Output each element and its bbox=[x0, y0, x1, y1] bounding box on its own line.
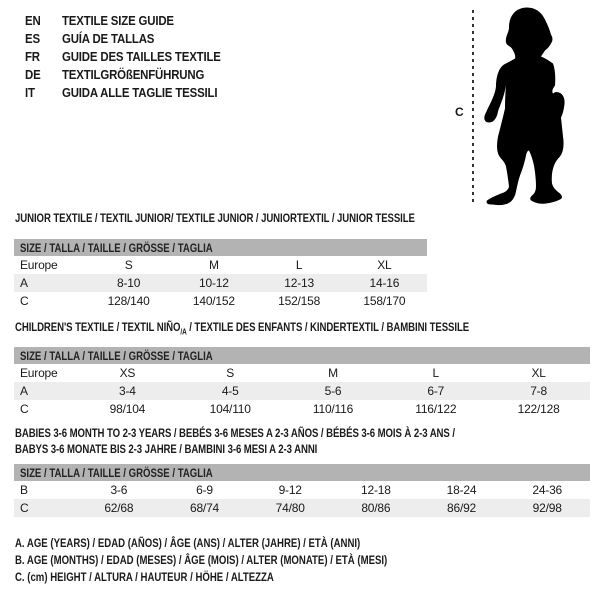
table-row bbox=[14, 382, 590, 400]
table-row bbox=[14, 400, 590, 418]
table-row bbox=[14, 274, 427, 292]
legend-line-b: B. AGE (MONTHS) / EDAD (MESES) / ÂGE (MOIS) / ALTER (MONATE) / ETÀ (MESI) bbox=[15, 553, 388, 567]
height-measure-label: C bbox=[455, 105, 464, 119]
row-label: Europe bbox=[20, 366, 58, 380]
age-cell: 6-7 bbox=[427, 384, 445, 398]
table-row bbox=[14, 256, 427, 274]
height-cell: 68/74 bbox=[189, 501, 220, 515]
section-title-babies: BABIES 3-6 MONTH TO 2-3 YEARS / BEBÉS 3-6 MESES A 2-3 AÑOS / BÉBÉS 3-6 MOIS À 2-3 ANS / BABYS 3-6 MONATE BIS 2-3 JAHRE / BAMBINI 3-6 MESI A 2-3 ANNI bbox=[15, 426, 455, 456]
language-row-de bbox=[25, 65, 242, 83]
language-row-it bbox=[25, 83, 242, 101]
age-cell: 5-6 bbox=[324, 384, 342, 398]
language-code: IT bbox=[25, 84, 35, 100]
row-label: C bbox=[20, 294, 29, 308]
size-header-row: SIZE / TALLA / TAILLE / GRÖSSE / TAGLIA bbox=[14, 347, 590, 364]
height-cell: 110/116 bbox=[312, 402, 354, 416]
language-code: FR bbox=[25, 48, 40, 64]
height-cell: 122/128 bbox=[517, 402, 560, 416]
size-cell: XS bbox=[119, 366, 136, 380]
language-label: GUIDE DES TAILLES TEXTILE bbox=[62, 48, 221, 64]
language-row-fr bbox=[25, 47, 242, 65]
language-row-es bbox=[25, 29, 242, 47]
babies-size-table bbox=[14, 464, 590, 517]
age-cell: 9-12 bbox=[278, 483, 302, 497]
height-cell: 62/68 bbox=[104, 501, 134, 515]
table-row bbox=[14, 364, 590, 382]
size-cell: S bbox=[124, 258, 133, 272]
size-cell: XL bbox=[531, 366, 546, 380]
legend-line-c: C. (cm) HEIGHT / ALTURA / HAUTEUR / HÖHE / ALTEZZA bbox=[15, 570, 274, 584]
age-cell: 12-13 bbox=[284, 276, 314, 290]
height-measure-dashed-line bbox=[472, 10, 474, 206]
children-size-table bbox=[14, 347, 590, 418]
height-cell: 86/92 bbox=[447, 501, 477, 515]
age-cell: 12-18 bbox=[361, 483, 391, 497]
table-row bbox=[14, 481, 590, 499]
table-row bbox=[14, 499, 590, 517]
height-cell: 104/110 bbox=[209, 402, 251, 416]
row-label: B bbox=[20, 483, 28, 497]
age-cell: 14-16 bbox=[369, 276, 400, 290]
row-label: C bbox=[20, 501, 29, 515]
size-header-row: SIZE / TALLA / TAILLE / GRÖSSE / TAGLIA bbox=[14, 464, 590, 481]
language-code: EN bbox=[25, 12, 41, 28]
size-cell: XL bbox=[377, 258, 392, 272]
age-cell: 3-4 bbox=[119, 384, 136, 398]
language-code: DE bbox=[25, 66, 41, 82]
age-cell: 8-10 bbox=[117, 276, 141, 290]
age-cell: 10-12 bbox=[199, 276, 229, 290]
measure-legend bbox=[15, 536, 480, 587]
height-cell: 98/104 bbox=[109, 402, 146, 416]
section-title-children: CHILDREN'S TEXTILE / TEXTIL $NIÑO_{/A}$ / TEXTILE DES ENFANTS / KINDERTEXTIL / BAMBINI TESSILE bbox=[15, 320, 470, 337]
height-cell: 152/158 bbox=[278, 294, 321, 308]
size-cell: M bbox=[208, 258, 219, 272]
language-label: GUIDA ALLE TAGLIE TESSILI bbox=[62, 84, 218, 100]
language-label: TEXTILE SIZE GUIDE bbox=[62, 12, 174, 28]
size-cell: S bbox=[226, 366, 235, 380]
age-cell: 4-5 bbox=[221, 384, 239, 398]
size-cell: L bbox=[432, 366, 440, 380]
language-code: ES bbox=[25, 30, 40, 46]
height-cell: 80/86 bbox=[361, 501, 391, 515]
row-label: C bbox=[20, 402, 29, 416]
junior-size-table bbox=[14, 239, 427, 310]
height-cell: 116/122 bbox=[415, 402, 457, 416]
size-cell: M bbox=[328, 366, 338, 380]
size-cell: L bbox=[295, 258, 303, 272]
height-cell: 140/152 bbox=[192, 294, 235, 308]
age-cell: 24-36 bbox=[532, 483, 563, 497]
age-cell: 3-6 bbox=[110, 483, 128, 497]
legend-line-a: A. AGE (YEARS) / EDAD (AÑOS) / ÂGE (ANS) / ALTER (JAHRE) / ETÀ (ANNI) bbox=[15, 536, 361, 550]
age-cell: 18-24 bbox=[446, 483, 477, 497]
baby-silhouette-icon bbox=[483, 5, 575, 206]
table-row bbox=[14, 292, 427, 310]
row-label: A bbox=[20, 276, 28, 290]
height-cell: 128/140 bbox=[107, 294, 150, 308]
height-cell: 158/170 bbox=[363, 294, 406, 308]
section-title-junior: JUNIOR TEXTILE / TEXTIL JUNIOR/ TEXTILE JUNIOR / JUNIORTEXTIL / JUNIOR TESSILE bbox=[15, 211, 415, 225]
language-label: GUÍA DE TALLAS bbox=[62, 30, 155, 46]
height-cell: 74/80 bbox=[275, 501, 305, 515]
row-label: Europe bbox=[20, 258, 58, 272]
age-cell: 7-8 bbox=[530, 384, 547, 398]
height-cell: 92/98 bbox=[532, 501, 562, 515]
language-list bbox=[25, 11, 242, 101]
size-header-row: SIZE / TALLA / TAILLE / GRÖSSE / TAGLIA bbox=[14, 239, 427, 256]
row-label: A bbox=[20, 384, 28, 398]
age-cell: 6-9 bbox=[196, 483, 213, 497]
language-label: TEXTILGRÖßENFÜHRUNG bbox=[62, 66, 205, 82]
language-row-en bbox=[25, 11, 242, 29]
